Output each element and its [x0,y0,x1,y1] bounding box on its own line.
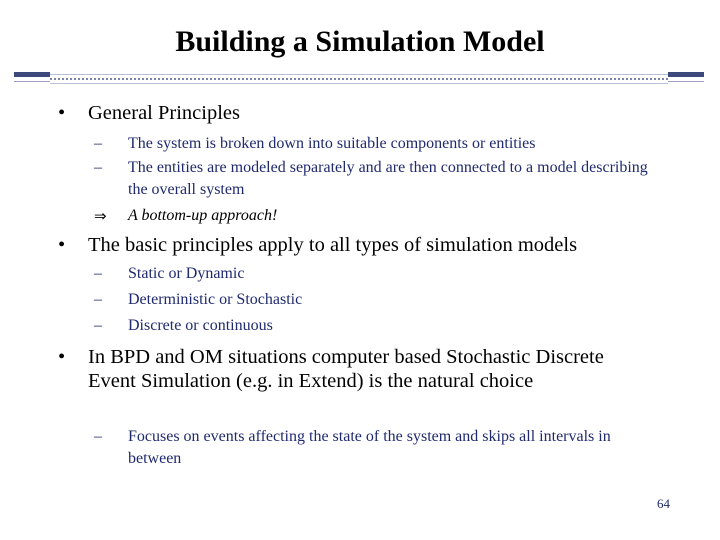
sub-item-text: Static or Dynamic [128,265,245,282]
bullet-marker: • [58,102,66,124]
sub-item-marker: – [94,291,102,308]
sub-item-text: The system is broken down into suitable components or entities [128,135,536,152]
sub-item-text: A bottom-up approach! [128,207,278,224]
implies-arrow-icon: ⇒ [94,207,107,225]
bullet-text: General Principles [88,102,240,124]
sub-item-marker: – [94,317,102,334]
sub-item-marker: – [94,428,102,445]
sub-item-marker: – [94,135,102,152]
bullet-text: In BPD and OM situations computer based Stochastic Discrete Event Simulation (e.g. in Extend) is the natural choice [88,346,604,392]
sub-item-marker: – [94,159,102,176]
sub-item-text: Discrete or continuous [128,317,273,334]
bullet-marker: • [58,346,66,368]
sub-item-marker: – [94,265,102,282]
sub-item-text: Focuses on events affecting the state of the system and skips all intervals in between [128,428,611,467]
bullet-text: The basic principles apply to all types of simulation models [88,234,578,256]
bullet-marker: • [58,234,66,256]
page-number: 64 [657,496,670,511]
slide-title: Building a Simulation Model [175,25,545,58]
sub-item-text: Deterministic or Stochastic [128,291,303,308]
sub-item-text: The entities are modeled separately and are then connected to a model describing the overall system [128,159,648,198]
